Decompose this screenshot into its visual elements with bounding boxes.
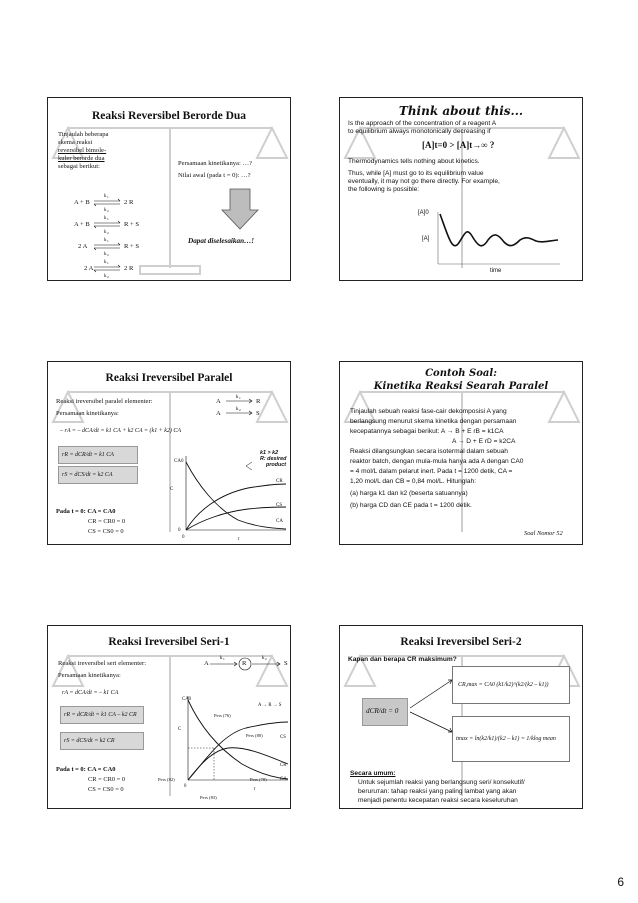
svg-text:k: k: [104, 238, 107, 243]
intro-line: Persamaan kinetikanya:: [56, 410, 119, 417]
paragraph-line: eventually, it may not go there directly. For example,: [348, 178, 500, 185]
slide-title: Reaksi Ireversibel Paralel: [105, 372, 233, 384]
graph-label-c: C: [170, 487, 174, 492]
svg-text:2: 2: [107, 253, 109, 257]
species-r: R: [242, 660, 247, 667]
rate-equation-r: rR = dCR/dt = k1 CA: [62, 452, 114, 458]
rate-equation-s: rS = dCS/dt = k2 CR: [64, 738, 115, 744]
reactant-a: A: [216, 410, 221, 417]
graph-label-ca0: CA0: [182, 697, 192, 702]
problem-line: kecepatannya sebagai berikut: A → B + E rB = k1CA: [350, 428, 504, 435]
slide-reaksi-ireversibel-paralel: [47, 361, 291, 545]
rate-note: product: [266, 462, 287, 468]
down-arrow-icon: [220, 188, 260, 230]
cr-max-formula: CR,max = CA0 (k1/k2)^(k2/(k2 – k1)): [458, 682, 549, 688]
problem-item: (a) harga k1 dan k2 (beserta satuannya): [350, 490, 468, 497]
slide-title: Contoh Soal:: [425, 368, 497, 379]
graph-label-ca0: CA0: [174, 459, 184, 464]
species-s: S: [284, 660, 288, 667]
slide-reaksi-reversibel-orde-dua: [47, 97, 291, 281]
page-number: 6: [617, 875, 624, 889]
rate-equation-a: rA = dCA/dt = – k1 CA: [62, 690, 119, 696]
slide-think-about-this: [339, 97, 583, 281]
initial-value-question: Nilai awal (pada t = 0): …?: [178, 172, 251, 179]
problem-line: Reaksi dilangsungkan secara isotermal dalam sebuah: [350, 448, 508, 455]
svg-text:1: 1: [107, 239, 109, 243]
reactant-a: A: [216, 398, 221, 405]
problem-line: berlangsung menurut skema kinetika dengan persamaan: [350, 418, 517, 425]
svg-text:k: k: [104, 230, 107, 235]
problem-line: 1,20 mol/L dan CB = 0,84 mol/L. Hitunglah:: [350, 478, 477, 485]
problem-line: Tinjaulah sebuah reaksi fase-cair dekomposisi A yang: [350, 408, 507, 415]
svg-text:k: k: [220, 656, 223, 661]
intro-line: kuler berorde dua: [58, 155, 105, 162]
slide-title: Reaksi Ireversibel Seri-2: [400, 636, 522, 648]
svg-text:1: 1: [223, 657, 225, 661]
general-heading: Secara umum:: [350, 770, 396, 777]
reactant: 2 A: [78, 243, 88, 250]
graph-label-cr: CR: [280, 763, 287, 768]
paragraph-line: Thus, while [A] must go to its equilibrium value: [348, 170, 484, 177]
x-axis-label: time: [490, 268, 502, 274]
slide-subtitle: Kinetika Reaksi Searah Paralel: [373, 381, 549, 392]
intro-line: sebagai berikut:: [58, 163, 100, 170]
graph-label-t: t: [238, 537, 240, 542]
svg-text:2: 2: [107, 231, 109, 235]
rate-note: k1 > k2: [260, 450, 279, 456]
slide-reaksi-ireversibel-seri-2: [339, 625, 583, 809]
graph-label-cs: CS: [276, 503, 283, 508]
slide-contoh-soal: [339, 361, 583, 545]
svg-text:2: 2: [239, 408, 241, 412]
svg-text:1: 1: [107, 261, 109, 265]
general-line: beruruтan: tahap reaksi yang paling lambat yang akan: [358, 788, 517, 795]
problem-line: reaktor batch, dengan mula-mula hanya ada A dengan CA0: [350, 458, 524, 465]
product: 2 R: [124, 199, 134, 206]
parallel-arrows: [224, 390, 256, 418]
rate-note: R: desired: [260, 456, 287, 462]
graph-label-chain: A → R → S: [258, 703, 282, 708]
question-line: to equilibrium always monotonically decreasing if: [348, 128, 491, 135]
graph-label-ca: CA: [280, 777, 287, 782]
svg-text:k: k: [104, 208, 107, 213]
svg-text:1: 1: [239, 396, 241, 400]
general-line: menjadi penentu kecepatan reaksi secara keseluruhan: [358, 797, 518, 804]
svg-text:k: k: [236, 407, 239, 412]
question-line: Is the approach of the concentration of a reagent A: [348, 120, 497, 127]
initial-condition: CS = CS0 = 0: [88, 786, 124, 793]
problem-line: A → D + E rD = k2CA: [452, 438, 516, 445]
initial-condition: Pada t = 0: CA = CA0: [56, 766, 116, 773]
svg-text:k: k: [104, 260, 107, 265]
t-max-formula: tmax = ln(k2/k1)/(k2 – k1) = 1/klog mean: [456, 736, 556, 742]
slide-reaksi-ireversibel-seri-1: [47, 625, 291, 809]
y-axis-label-top: [A]0: [418, 210, 429, 216]
graph-label-pers83: Pers (83): [200, 795, 217, 800]
slide-title: Reaksi Reversibel Berorde Dua: [91, 110, 247, 122]
svg-text:k: k: [262, 656, 265, 661]
graph-label-pers76: Pers (76): [214, 713, 231, 718]
product: R + S: [124, 221, 140, 228]
intro-line: Reaksi ireversibel seri elementer:: [58, 660, 147, 667]
reactant: A + B: [74, 199, 90, 206]
paragraph-line: the following is possible:: [348, 186, 420, 193]
rate-equation-r: rR = dCR/dt = k1 CA – k2 CR: [64, 712, 137, 718]
graph-label-cs: CS: [280, 735, 286, 740]
initial-condition: CR = CR0 = 0: [88, 518, 126, 525]
svg-text:1: 1: [107, 217, 109, 221]
problem-number: Soal Nomor 52: [524, 530, 563, 537]
intro-line: skema reaksi: [58, 139, 93, 146]
graph-label-t: t: [254, 787, 256, 792]
graph-label-pers78: Pers (78): [250, 777, 267, 782]
graph-label-pers80: Pers (80): [246, 733, 263, 738]
reactant: 2 A: [84, 265, 94, 272]
slide-title: Reaksi Ireversibel Seri-1: [108, 636, 230, 648]
svg-text:2: 2: [107, 275, 109, 279]
rate-equation-s: rS = dCS/dt = k2 CA: [62, 472, 113, 478]
graph-label-zero: 0: [184, 784, 187, 789]
intro-line: Persamaan kinetikanya:: [58, 672, 121, 679]
product-s: S: [256, 410, 260, 417]
paragraph-line: Thermodynamics tells nothing about kinetics.: [348, 158, 480, 165]
problem-line: = 4 mol/L dalam pelarut inert. Pada t = 1200 detik, CA =: [350, 468, 513, 475]
rate-equation-question: Persamaan kinetikanya: …?: [178, 160, 252, 167]
graph-label-cr: CR: [276, 479, 283, 484]
svg-text:2: 2: [107, 209, 109, 213]
svg-text:2: 2: [265, 657, 267, 661]
rate-equation-a: – rA = – dCA/dt = k1 CA + k2 CA = (k1 + k2) CA: [60, 428, 182, 434]
graph-label-zero: 0: [178, 528, 181, 533]
solvable-note: Dapat diselesaikan…!: [188, 237, 255, 245]
intro-line: Reaksi ireversibel paralel elementer:: [56, 398, 153, 405]
slide-title: Think about this...: [398, 104, 524, 118]
product: 2 R: [124, 265, 134, 272]
graph-label-pers82: Pers (82): [158, 777, 175, 782]
svg-text:k: k: [236, 395, 239, 400]
branch-arrows: [408, 672, 458, 738]
svg-text:k: k: [104, 274, 107, 279]
graph-label-c: C: [178, 727, 182, 732]
y-axis-label: [A]: [422, 236, 430, 242]
svg-text:1: 1: [107, 195, 109, 199]
graph-label-ca: CA: [276, 519, 283, 524]
graph-label-zero: 0: [182, 535, 185, 540]
initial-condition: CR = CR0 = 0: [88, 776, 126, 783]
question: Kapan dan berapa CR maksimum?: [348, 656, 457, 663]
product: R + S: [124, 243, 140, 250]
general-line: Untuk sejumlah reaksi yang berlangsung seri/ konsekutif/: [358, 779, 525, 786]
intro-line: reversibel bimole-: [58, 147, 107, 154]
reactant: A + B: [74, 221, 90, 228]
initial-condition: CS = CS0 = 0: [88, 528, 124, 535]
svg-text:k: k: [104, 252, 107, 257]
initial-condition: Pada t = 0: CA = CA0: [56, 508, 116, 515]
species-a: A: [204, 660, 209, 667]
svg-text:k: k: [104, 194, 107, 199]
svg-text:k: k: [104, 216, 107, 221]
intro-line: Tinjaulah beberapa: [58, 131, 109, 138]
product-r: R: [256, 398, 261, 405]
equilibrium-formula: [A]t=0 > [A]t→∞ ?: [422, 140, 495, 150]
derivative-condition: dCR/dt = 0: [366, 707, 399, 715]
problem-item: (b) harga CD dan CE pada t = 1200 detik.: [350, 502, 472, 509]
